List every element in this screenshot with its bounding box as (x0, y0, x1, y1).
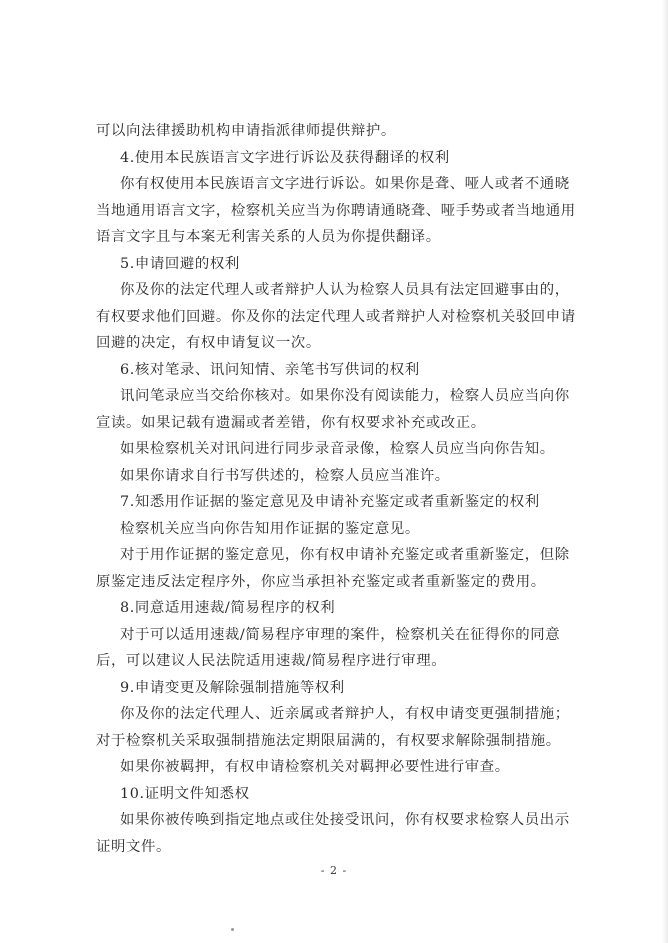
paragraph-line: 如果你被传唤到指定地点或住处接受讯问，你有权要求检察人员出示 (120, 812, 570, 828)
paragraph-line: 可以向法律援助机构申请指派律师提供辩护。 (96, 123, 396, 139)
section-heading-7: 7.知悉用作证据的鉴定意见及申请补充鉴定或者重新鉴定的权利 (120, 494, 540, 510)
section-heading-6: 6.核对笔录、讯问知情、亲笔书写供词的权利 (120, 362, 420, 378)
paragraph-line: 你有权使用本民族语言文字进行诉讼。如果你是聋、哑人或者不通晓 (120, 176, 570, 192)
paragraph-line: 对于可以适用速裁/简易程序审理的案件，检察机关在征得你的同意 (120, 627, 561, 643)
paragraph-line: 如果你被羁押，有权申请检察机关对羁押必要性进行审查。 (120, 759, 510, 775)
paragraph-line: 你及你的法定代理人、近亲属或者辩护人，有权申请变更强制措施； (120, 706, 570, 722)
paragraph-line: 你及你的法定代理人或者辩护人认为检察人员具有法定回避事由的， (120, 282, 570, 298)
section-heading-8: 8.同意适用速裁/简易程序的权利 (120, 600, 336, 616)
paragraph-line: 如果检察机关对讯问进行同步录音录像，检察人员应当向你告知。 (120, 441, 555, 457)
paragraph-line: 讯问笔录应当交给你核对。如果你没有阅读能力，检察人员应当向你 (120, 388, 570, 404)
paragraph-line: 检察机关应当向你告知用作证据的鉴定意见。 (120, 521, 420, 537)
section-heading-9: 9.申请变更及解除强制措施等权利 (120, 680, 345, 696)
section-heading-10: 10.证明文件知悉权 (120, 786, 250, 802)
page-number: - 2 - (320, 864, 348, 877)
paragraph-line: 证明文件。 (96, 839, 171, 855)
paragraph-line: 原鉴定违反法定程序外，你应当承担补充鉴定或者重新鉴定的费用。 (96, 574, 546, 590)
section-heading-5: 5.申请回避的权利 (120, 256, 240, 272)
paragraph-line: 回避的决定，有权申请复议一次。 (96, 335, 321, 351)
paragraph-line: 宣读。如果记载有遗漏或者差错，你有权要求补充或改正。 (96, 415, 486, 431)
paragraph-line: 有权要求他们回避。你及你的法定代理人或者辩护人对检察机关驳回申请 (96, 309, 576, 325)
paragraph-line: 如果你请求自行书写供述的，检察人员应当准许。 (120, 468, 450, 484)
paragraph-line: 对于用作证据的鉴定意见，你有权申请补充鉴定或者重新鉴定，但除 (120, 547, 570, 563)
page-edge-shadow (662, 0, 668, 943)
section-heading-4: 4.使用本民族语言文字进行诉讼及获得翻译的权利 (120, 150, 450, 166)
scan-speck (231, 928, 234, 931)
paragraph-line: 当地通用语言文字，检察机关应当为你聘请通晓聋、哑手势或者当地通用 (96, 203, 576, 219)
paragraph-line: 对于检察机关采取强制措施法定期限届满的，有权要求解除强制措施。 (96, 733, 561, 749)
paragraph-line: 后，可以建议人民法院适用速裁/简易程序进行审理。 (96, 653, 447, 669)
paragraph-line: 语言文字且与本案无利害关系的人员为你提供翻译。 (96, 229, 441, 245)
